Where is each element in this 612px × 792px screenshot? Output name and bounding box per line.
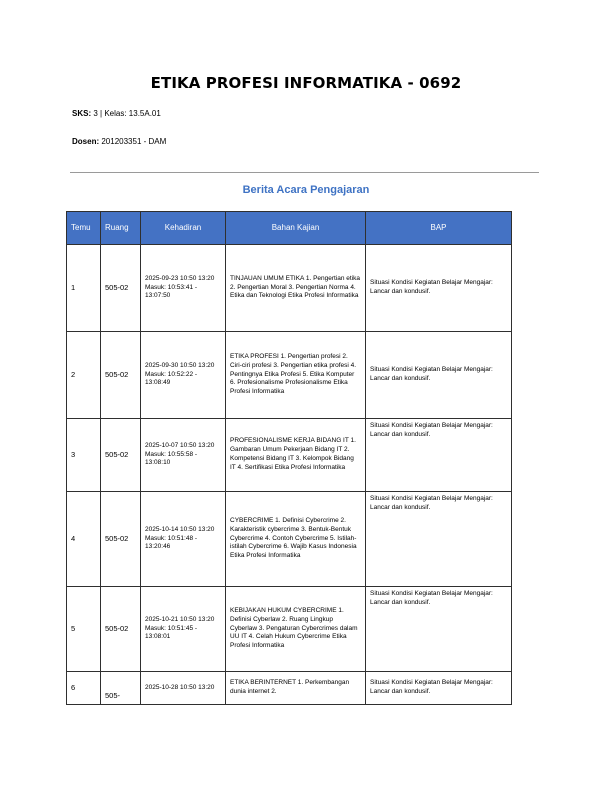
cell-bahan-kajian: TINJAUAN UMUM ETIKA 1. Pengertian etika 2. Pengertian Moral 3. Pengertian Norma 4. Etika dan Teknologi Etika Profesi Informatika xyxy=(226,245,366,332)
header-kehadiran: Kehadiran xyxy=(141,212,226,245)
cell-kehadiran: 2025-10-28 10:50 13:20 xyxy=(141,672,226,705)
cell-kehadiran: 2025-10-14 10:50 13:20 Masuk: 10:51:48 - 13:20:46 xyxy=(141,492,226,587)
bap-table xyxy=(66,211,512,705)
cell-bahan-kajian: ETIKA BERINTERNET 1. Perkembangan dunia internet 2. xyxy=(226,672,366,705)
cell-kehadiran: 2025-09-23 10:50 13:20 Masuk: 10:53:41 - 13:07:50 xyxy=(141,245,226,332)
cell-ruang: 505-02 xyxy=(101,245,141,332)
cell-kehadiran: 2025-09-30 10:50 13:20 Masuk: 10:52:22 - 13:08:49 xyxy=(141,332,226,419)
sks-label: SKS: xyxy=(72,109,92,118)
header-bahan-kajian: Bahan Kajian xyxy=(226,212,366,245)
divider xyxy=(70,172,539,173)
cell-bap: Situasi Kondisi Kegiatan Belajar Mengajar: Lancar dan kondusif. xyxy=(366,332,512,419)
table-row xyxy=(67,492,512,587)
cell-ruang: 505- xyxy=(101,672,141,705)
cell-bap: Situasi Kondisi Kegiatan Belajar Mengajar: Lancar dan kondusif. xyxy=(366,587,512,672)
table-row xyxy=(67,245,512,332)
table-row xyxy=(67,672,512,705)
sks-kelas-line xyxy=(72,109,161,118)
cell-ruang: 505-02 xyxy=(101,419,141,492)
header-temu: Temu xyxy=(67,212,101,245)
dosen-line xyxy=(72,137,166,146)
cell-ruang: 505-02 xyxy=(101,332,141,419)
cell-temu: 5 xyxy=(67,587,101,672)
cell-bahan-kajian: CYBERCRIME 1. Definisi Cybercrime 2. Karakteristik cybercrime 3. Bentuk-Bentuk Cybercrime 4. Contoh Cybercrime 5. Istilah-istilah Cybercrime 6. Wajib Kasus Indonesia Etika Profesi Informatika xyxy=(226,492,366,587)
table-row xyxy=(67,332,512,419)
dosen-value: 201203351 - DAM xyxy=(101,137,167,146)
course-title: ETIKA PROFESI INFORMATIKA - 0692 xyxy=(150,74,462,92)
sks-kelas-value: 3 | Kelas: 13.5A.01 xyxy=(93,109,161,118)
cell-temu: 4 xyxy=(67,492,101,587)
header-bap: BAP xyxy=(366,212,512,245)
cell-ruang: 505-02 xyxy=(101,587,141,672)
table-row xyxy=(67,419,512,492)
cell-bahan-kajian: PROFESIONALISME KERJA BIDANG IT 1. Gambaran Umum Pekerjaan Bidang IT 2. Kompetensi Bidang IT 3. Kelompok Bidang IT 4. Sertifikasi Etika Profesi Informatika xyxy=(226,419,366,492)
table-header-row xyxy=(67,212,512,245)
dosen-label: Dosen: xyxy=(72,137,100,146)
cell-bap: Situasi Kondisi Kegiatan Belajar Mengajar: Lancar dan kondusif. xyxy=(366,492,512,587)
cell-bap: Situasi Kondisi Kegiatan Belajar Mengajar: Lancar dan kondusif. xyxy=(366,419,512,492)
cell-temu: 1 xyxy=(67,245,101,332)
cell-temu: 3 xyxy=(67,419,101,492)
cell-temu: 6 xyxy=(67,672,101,705)
section-title: Berita Acara Pengajaran xyxy=(242,184,370,196)
table-row xyxy=(67,587,512,672)
cell-ruang: 505-02 xyxy=(101,492,141,587)
cell-bahan-kajian: ETIKA PROFESI 1. Pengertian profesi 2. Ciri-ciri profesi 3. Pengertian etika profesi 4. Pentingnya Etika Profesi 5. Etika Komputer 6. Profesionalisme Profesionalisme Etika Profesi Informatika xyxy=(226,332,366,419)
cell-temu: 2 xyxy=(67,332,101,419)
cell-bahan-kajian: KEBIJAKAN HUKUM CYBERCRIME 1. Definisi Cyberlaw 2. Ruang Lingkup Cyberlaw 3. Pengaturan Cybercrimes dalam UU IT 4. Celah Hukum Cybercrime Etika Profesi Informatika xyxy=(226,587,366,672)
cell-bap: Situasi Kondisi Kegiatan Belajar Mengajar: Lancar dan kondusif. xyxy=(366,245,512,332)
cell-kehadiran: 2025-10-21 10:50 13:20 Masuk: 10:51:45 - 13:08:01 xyxy=(141,587,226,672)
cell-bap: Situasi Kondisi Kegiatan Belajar Mengajar: Lancar dan kondusif. xyxy=(366,672,512,705)
cell-kehadiran: 2025-10-07 10:50 13:20 Masuk: 10:55:58 - 13:08:10 xyxy=(141,419,226,492)
header-ruang: Ruang xyxy=(101,212,141,245)
